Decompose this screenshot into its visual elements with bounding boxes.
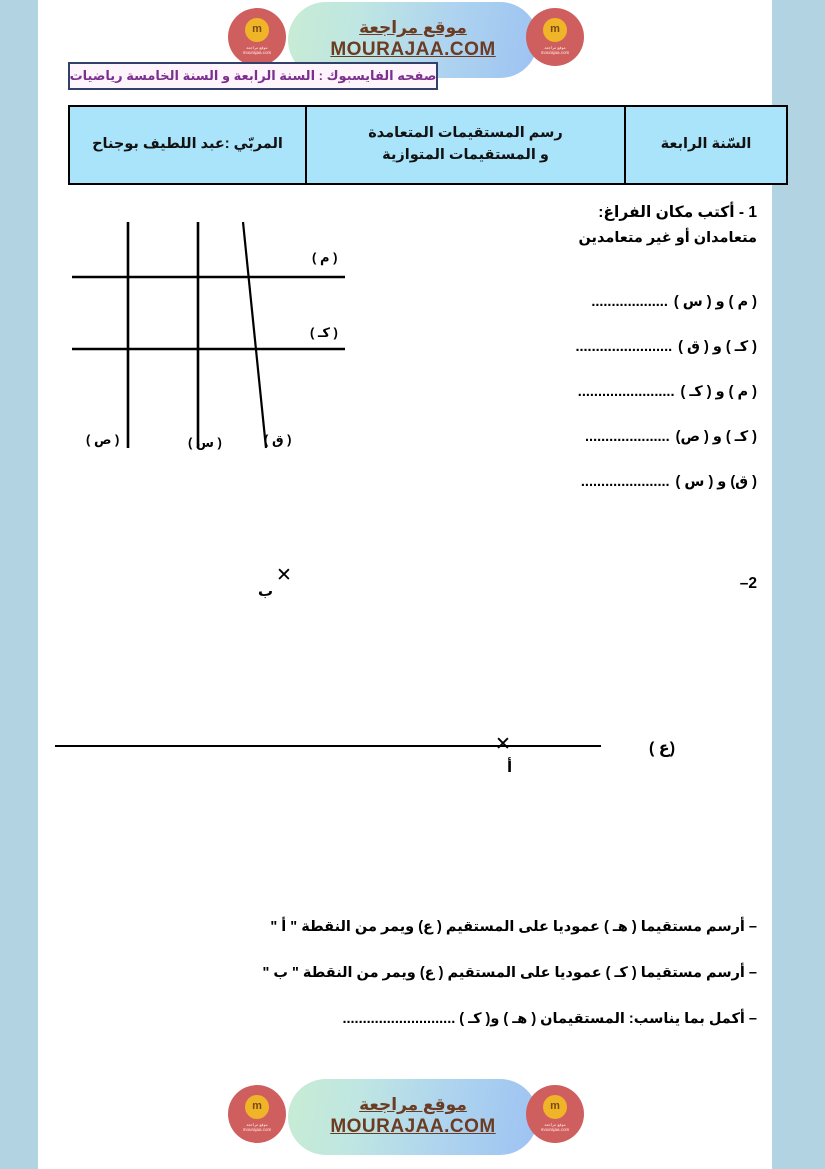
instruction-item: – أرسم مستقيما ( هـ ) عموديا على المستقيم ( ع) ويمر من النقطة " أ " <box>270 919 757 935</box>
mourajaa-logo-icon-right <box>526 8 584 66</box>
answer-blank[interactable]: ..................... <box>585 429 670 445</box>
logo-caption-ar: موقع مراجعة <box>246 1121 268 1127</box>
figure-label-k: ( كـ ) <box>310 325 338 340</box>
line-ain-group <box>55 728 755 788</box>
logo-caption-ar: موقع مراجعة <box>544 44 566 50</box>
exercise-1-answer-list <box>517 280 757 505</box>
cell-teacher: المربّي :عبد اللطيف بوجناح <box>69 106 306 184</box>
geometry-figure-exercise-1 <box>60 200 390 475</box>
exercise-1-heading <box>457 200 757 251</box>
line-ain-label: (ع ) <box>649 740 676 757</box>
figure-label-qaf: ( ق ) <box>264 432 292 447</box>
logo-badge-icon: m <box>245 1095 269 1119</box>
logo-badge-icon: m <box>543 18 567 42</box>
logo-caption <box>541 45 570 56</box>
list-item[interactable] <box>517 280 757 325</box>
list-item[interactable] <box>517 460 757 505</box>
table-row <box>69 106 787 184</box>
figure-label-sin: ( س ) <box>188 435 222 450</box>
answer-blank[interactable]: ...................... <box>580 474 670 490</box>
facebook-page-text: صفحه الفايسبوك : السنة الرابعة و السنة الخامسة رياضيات <box>69 68 437 83</box>
promo-title-ar: موقع مراجعة <box>359 18 467 38</box>
cell-subject <box>306 106 625 184</box>
line-ain <box>55 745 601 747</box>
answer-blank[interactable]: ........................ <box>575 339 673 355</box>
list-item[interactable] <box>517 415 757 460</box>
exercise-1-title: 1 - أكتب مكان الفراغ: <box>598 204 757 221</box>
worksheet-header-table <box>68 105 788 185</box>
mourajaa-logo-icon-right <box>526 1085 584 1143</box>
cross-mark-icon: ✕ <box>276 565 292 586</box>
logo-caption-en: mourajaa.com <box>540 50 570 56</box>
logo-caption-en: mourajaa.com <box>540 1127 570 1133</box>
logo-caption-en: mourajaa.com <box>242 50 272 56</box>
facebook-page-bar <box>68 62 438 90</box>
subject-line-2: و المستقيمات المتوازية <box>382 147 549 163</box>
logo-badge-icon: m <box>543 1095 567 1119</box>
line-pair-label: ( كـ ) و ( ق ) <box>678 339 757 355</box>
cell-level: السّنة الرابعة <box>625 106 787 184</box>
line-qaf <box>243 222 266 448</box>
mourajaa-logo-icon-left <box>228 1085 286 1143</box>
line-pair-label: ( م ) و ( كـ ) <box>680 384 757 400</box>
answer-blank[interactable]: ................... <box>591 294 668 310</box>
logo-caption <box>541 1122 570 1133</box>
logo-caption-ar: موقع مراجعة <box>544 1121 566 1127</box>
logo-caption <box>243 45 272 56</box>
mourajaa-logo-icon-left <box>228 8 286 66</box>
promo-url[interactable]: MOURAJAA.COM <box>330 38 496 60</box>
exercise-2-instructions <box>147 920 757 1058</box>
promo-text-bottom <box>288 1079 538 1155</box>
line-pair-label: ( ق) و ( س ) <box>675 474 757 490</box>
list-item[interactable] <box>517 370 757 415</box>
line-pair-label: ( م ) و ( س ) <box>673 294 757 310</box>
logo-badge-icon: m <box>245 18 269 42</box>
figure-label-sad: ( ص ) <box>86 432 120 447</box>
point-b-group <box>258 566 304 608</box>
point-b-label: ب <box>258 583 274 600</box>
point-a-label: أ <box>507 759 513 776</box>
promo-banner-bottom <box>0 1079 825 1155</box>
exercise-2-number: 2– <box>739 575 757 592</box>
promo-title-ar: موقع مراجعة <box>359 1095 467 1115</box>
logo-caption <box>243 1122 272 1133</box>
figure-label-m: ( م ) <box>312 250 338 265</box>
line-pair-label: ( كـ ) و ( ص) <box>675 429 757 445</box>
subject-line-1: رسم المستقيمات المتعامدة <box>368 125 563 142</box>
exercise-1-subtitle: متعامدان أو غير متعامدين <box>578 230 757 247</box>
cross-mark-icon: ✕ <box>495 734 511 755</box>
list-item[interactable] <box>517 325 757 370</box>
answer-blank[interactable]: ........................ <box>577 384 675 400</box>
promo-url[interactable]: MOURAJAA.COM <box>330 1115 496 1137</box>
instruction-item[interactable]: – أكمل بما يناسب: المستقيمان ( هـ ) و( كـ ) ............................ <box>342 1011 757 1027</box>
logo-caption-en: mourajaa.com <box>242 1127 272 1133</box>
instruction-item: – أرسم مستقيما ( كـ ) عموديا على المستقيم ( ع) ويمر من النقطة " ب " <box>262 965 757 981</box>
logo-caption-ar: موقع مراجعة <box>246 44 268 50</box>
